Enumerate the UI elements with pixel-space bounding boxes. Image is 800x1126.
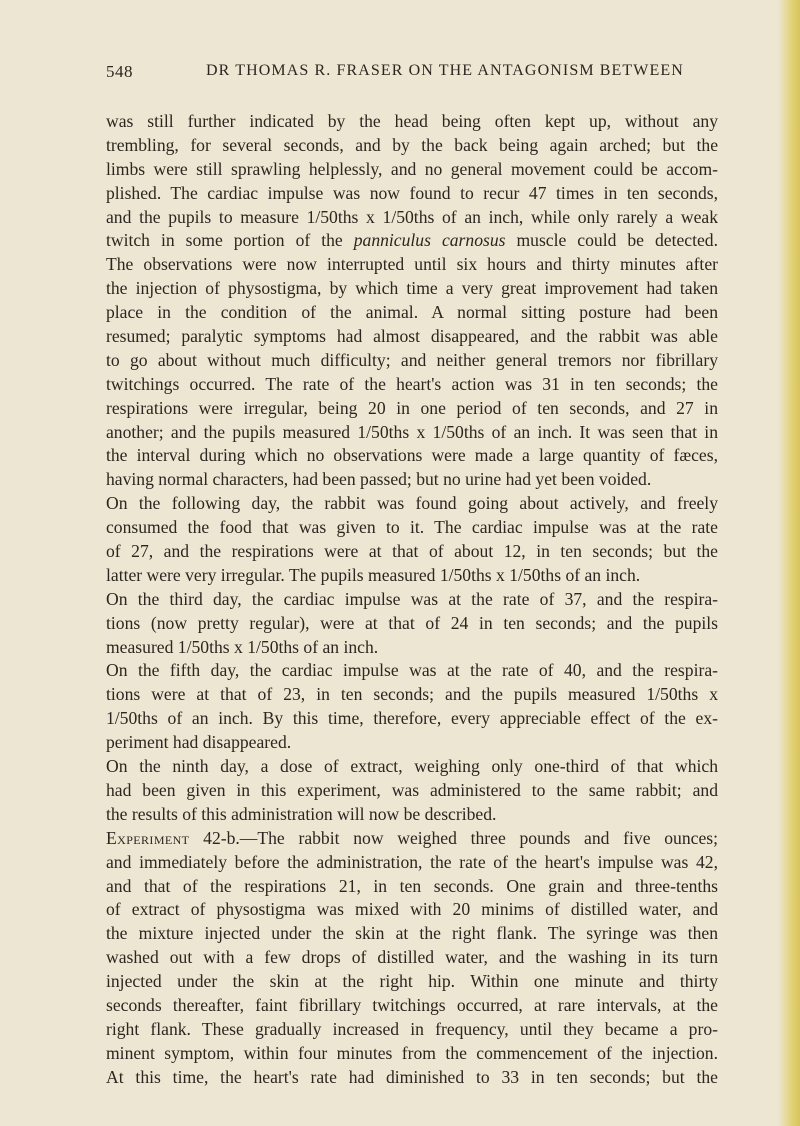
text-line (106, 707, 718, 731)
text-line (106, 277, 718, 301)
line-text: of 27, and the respirations were at that of about 12, in ten seconds; but the (106, 541, 718, 562)
text-line (106, 1042, 718, 1066)
text-line (106, 253, 718, 277)
line-text: The observations were now interrupted until six hours and thirty minutes after (106, 254, 718, 275)
page-number: 548 (106, 62, 133, 81)
text-line (106, 444, 718, 468)
line-text: place in the condition of the animal. A normal sitting posture had been (106, 302, 718, 323)
text-line (106, 612, 718, 636)
text-line (106, 540, 718, 564)
text-line (106, 659, 718, 683)
text-line (106, 373, 718, 397)
running-head-title: DR THOMAS R. FRASER ON THE ANTAGONISM BETWEEN (206, 62, 684, 79)
line-text: the mixture injected under the skin at the right flank. The syringe was then (106, 923, 718, 944)
text-line (106, 301, 718, 325)
text-line (106, 229, 718, 253)
text-line (106, 492, 718, 516)
text-line (106, 803, 718, 827)
text-line (106, 994, 718, 1018)
line-text: of extract of physostigma was mixed with 20 minims of distilled water, and (106, 899, 718, 920)
line-text: injected under the skin at the right hip. Within one minute and thirty (106, 971, 718, 992)
line-text: periment had disappeared. (106, 732, 292, 753)
text-line (106, 755, 718, 779)
experiment-label: Experiment (106, 827, 190, 848)
text-line (106, 468, 718, 492)
text-line (106, 827, 718, 851)
page-edge (778, 0, 800, 1126)
line-text: limbs were still sprawling helplessly, and no general movement could be accom- (106, 158, 718, 179)
italic-term: panniculus carnosus (353, 230, 506, 251)
text-line (106, 970, 718, 994)
line-text-continued: muscle could be detected. (505, 230, 718, 251)
body-text (106, 110, 718, 1090)
line-text-continued: 42-b.—The rabbit now weighed three pounds and five ounces; (189, 827, 718, 848)
line-text: plished. The cardiac impulse was now found to recur 47 times in ten seconds, (106, 182, 718, 203)
text-line (106, 1066, 718, 1090)
line-text: measured 1/50ths x 1/50ths of an inch. (106, 636, 379, 657)
text-line (106, 922, 718, 946)
line-text: twitch in some portion of the (106, 230, 354, 251)
text-line (106, 946, 718, 970)
text-line (106, 421, 718, 445)
line-text: right flank. These gradually increased in frequency, until they became a pro- (106, 1018, 718, 1039)
line-text: On the ninth day, a dose of extract, weighing only one-third of that which (106, 756, 718, 777)
line-text: was still further indicated by the head being often kept up, without any (106, 111, 718, 131)
line-text: twitchings occurred. The rate of the heart's action was 31 in ten seconds; the (106, 373, 718, 394)
line-text: consumed the food that was given to it. The cardiac impulse was at the rate (106, 517, 718, 538)
line-text: tions (now pretty regular), were at that of 24 in ten seconds; and the pupils (106, 612, 718, 633)
line-text: minent symptom, within four minutes from the commencement of the injection. (106, 1042, 718, 1063)
text-line (106, 158, 718, 182)
line-text: trembling, for several seconds, and by the back being again arched; but the (106, 134, 718, 155)
line-text: and that of the respirations 21, in ten seconds. One grain and three-tenths (106, 875, 718, 896)
line-text: and the pupils to measure 1/50ths x 1/50ths of an inch, while only rarely a weak (106, 206, 718, 227)
line-text: respirations were irregular, being 20 in one period of ten seconds, and 27 in (106, 397, 718, 418)
text-line (106, 206, 718, 230)
text-line (106, 349, 718, 373)
running-header (0, 62, 800, 86)
line-text: On the third day, the cardiac impulse was at the rate of 37, and the respira- (106, 588, 718, 609)
line-text: the interval during which no observations were made a large quantity of fæces, (106, 445, 718, 466)
line-text: resumed; paralytic symptoms had almost disappeared, and the rabbit was able (106, 326, 718, 347)
line-text: On the fifth day, the cardiac impulse was at the rate of 40, and the respira- (106, 660, 718, 681)
text-line (106, 851, 718, 875)
text-line (106, 110, 718, 134)
text-line (106, 397, 718, 421)
text-line (106, 325, 718, 349)
line-text: the results of this administration will now be described. (106, 803, 497, 824)
line-text: had been given in this experiment, was administered to the same rabbit; and (106, 779, 718, 800)
text-line (106, 516, 718, 540)
text-line (106, 779, 718, 803)
text-line (106, 1018, 718, 1042)
line-text: to go about without much difficulty; and neither general tremors nor fibrillary (106, 349, 718, 370)
line-text: washed out with a few drops of distilled water, and the washing in its turn (106, 947, 718, 968)
text-line (106, 134, 718, 158)
text-line (106, 588, 718, 612)
line-text: tions were at that of 23, in ten seconds; and the pupils measured 1/50ths x (106, 684, 718, 705)
text-line (106, 731, 718, 755)
line-text: latter were very irregular. The pupils measured 1/50ths x 1/50ths of an inch. (106, 564, 641, 585)
text-line (106, 636, 718, 660)
text-line (106, 683, 718, 707)
line-text: 1/50ths of an inch. By this time, therefore, every appreciable effect of the ex- (106, 708, 718, 729)
line-text: and immediately before the administration, the rate of the heart's impulse was 42, (106, 851, 718, 872)
line-text: another; and the pupils measured 1/50ths x 1/50ths of an inch. It was seen that in (106, 421, 718, 442)
line-text: the injection of physostigma, by which time a very great improvement had taken (106, 278, 718, 299)
text-line (106, 564, 718, 588)
line-text: having normal characters, had been passed; but no urine had yet been voided. (106, 469, 652, 490)
line-text: On the following day, the rabbit was found going about actively, and freely (106, 493, 718, 514)
line-text: At this time, the heart's rate had diminished to 33 in ten seconds; but the (106, 1066, 718, 1087)
text-line (106, 875, 718, 899)
text-line (106, 898, 718, 922)
line-text: seconds thereafter, faint fibrillary twitchings occurred, at rare intervals, at the (106, 994, 718, 1015)
text-line (106, 182, 718, 206)
